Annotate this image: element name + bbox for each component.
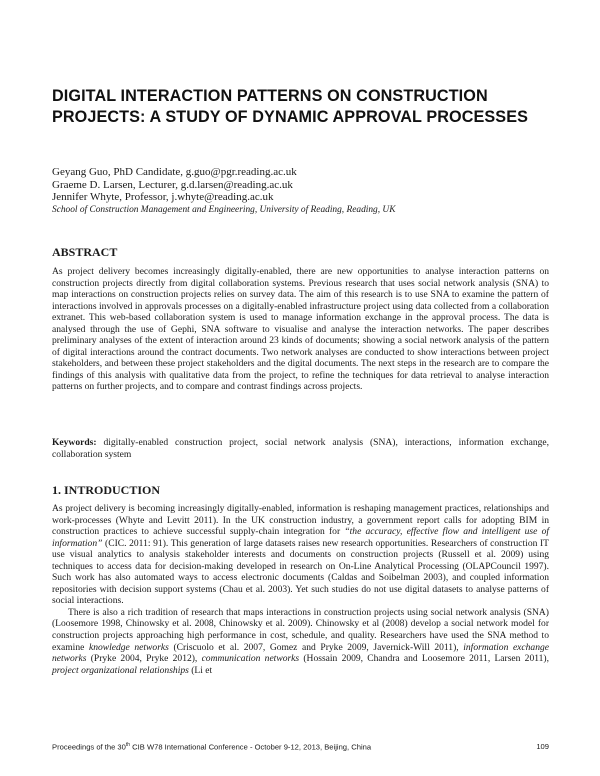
author-line: Geyang Guo, PhD Candidate, g.guo@pgr.reading.ac.uk: [52, 166, 297, 178]
footer-text: Proceedings of the 30: [52, 742, 126, 752]
author-block: [52, 166, 552, 216]
text-run: (Hossain 2009, Chandra and Loosemore 2011, Larsen 2011),: [299, 653, 549, 665]
introduction-body: [52, 503, 549, 676]
term: knowledge networks: [88, 641, 169, 653]
page-number: 109: [536, 742, 549, 751]
introduction-heading: 1. INTRODUCTION: [52, 483, 161, 497]
keywords: [52, 437, 549, 461]
paper-title: DIGITAL INTERACTION PATTERNS ON CONSTRUCTION PROJECTS: A STUDY OF DYNAMIC APPROVAL PROCESSES: [52, 87, 528, 126]
author-line: Jennifer Whyte, Professor, j.whyte@reading.ac.uk: [52, 191, 274, 203]
footer-text: CIB W78 International Conference - October 9-12, 2013, Beijing, China: [130, 742, 372, 752]
text-run: (Pryke 2004, Pryke 2012),: [86, 653, 202, 665]
term: project organizational relationships: [52, 664, 189, 676]
text-run: (Criscuolo et al. 2007, Gomez and Pryke 2009, Javernick-Will 2011),: [168, 641, 464, 653]
paragraph: [52, 607, 549, 676]
footer-superscript: th: [125, 742, 131, 748]
keywords-label: Keywords:: [52, 437, 97, 448]
term: information exchange networks: [52, 641, 549, 665]
quotation: “the accuracy, effective flow and intelligent use of information”: [52, 526, 549, 549]
text-run: As project delivery is becoming increasingly digitally-enabled, information is reshaping management practices, relationships and work-processes (Whyte and Levitt 2011). In the UK construction industry, a government report calls for adopting BIM in construction practices to achieve successful supply-chain integration for: [52, 503, 549, 538]
affiliation: School of Construction Management and Engineering, University of Reading, Reading, UK: [52, 204, 396, 215]
abstract-text: As project delivery becomes increasingly digitally-enabled, there are new opportunities to analyse interaction patterns on construction projects directly from digital collaboration systems. Previous research that uses social network analysis (SNA) to map interactions on construction projects relies on survey data. The aim of this research is to use SNA to examine the pattern of interactions involved in approvals processes on a digitally-enabled infrastructure project using data collected from a collaboration extranet. This web-based collaboration system is used to manage information exchange in the approval process. The data is analysed through the use of Gephi, SNA software to visualise and analyse the interaction networks. The paper describes preliminary analyses of the extent of interaction around 23 kinds of documents; showing a social network analysis of the pattern of digital interactions around the contract documents. Two network analyses are conducted to show interactions between project stakeholders, and between these project stakeholders and the digital documents. The next steps in the research are to compare the findings of this analysis with qualitative data from the project, to refine the techniques for data retrieval to analyse interaction patterns on further projects, and to compare and contrast findings across projects.: [52, 266, 549, 393]
text-run: (CIC. 2011: 91). This generation of large datasets raises new research opportunities. Researchers of construction IT use visual analytics to analysis stakeholder interests and documents on construction projects (Russell et al. 2009) using techniques to access data for decision-making developed in research on On-Line Analytical Processing (OLAPCouncil 1997). Such work has also automated ways to access electronic documents (Caldas and Soibelman 2003), and coupled information repositories with decision support systems (Chau et al. 2003). Yet such studies do not use digital datasets to analyse patterns of social interactions.: [52, 537, 549, 607]
text-run: There is also a rich tradition of research that maps interactions in construction projects using social network analysis (SNA) (Loosemore 1998, Chinowsky et al. 2008, Chinowsky et al. 2009). Chinowsky et al (2008) develop a social network model for construction projects approaching high performance in cost, schedule, and quality. Researchers have used the SNA method to examine: [52, 606, 549, 653]
footer-proceedings: [52, 742, 371, 752]
author-line: Graeme D. Larsen, Lecturer, g.d.larsen@reading.ac.uk: [52, 178, 293, 191]
page-footer: [52, 742, 549, 754]
term: communication networks: [201, 653, 300, 665]
abstract-heading: ABSTRACT: [52, 245, 118, 259]
text-run: (Li et: [188, 664, 213, 676]
paragraph: [52, 503, 549, 607]
keywords-text: digitally-enabled construction project, social network analysis (SNA), interactions, information exchange, collaboration system: [52, 437, 549, 460]
